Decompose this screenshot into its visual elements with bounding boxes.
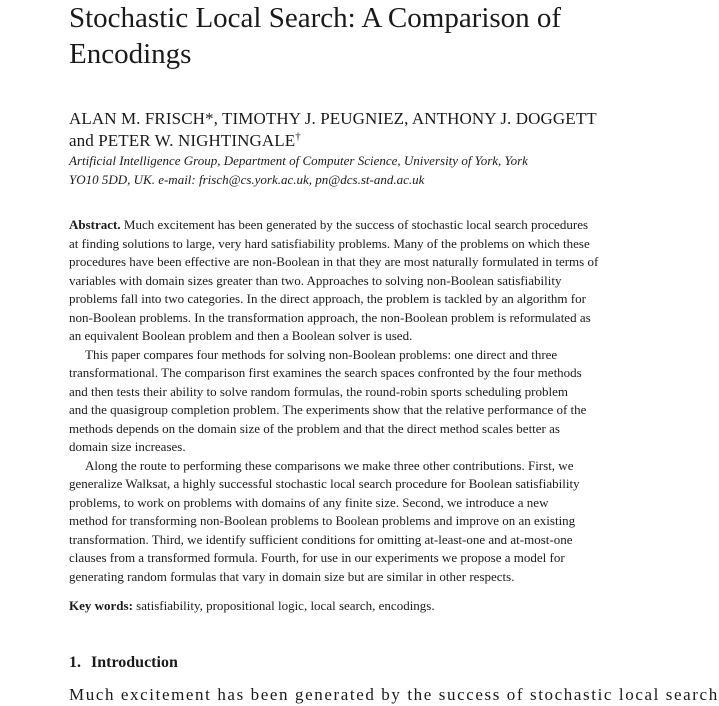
abstract-line: and the quasigroup completion problem. The experiments show that the relative performance of the — [69, 402, 587, 417]
title-line-2: Encodings — [69, 38, 192, 70]
affiliation-line-2: YO10 5DD, UK. e-mail: frisch@cs.york.ac.uk, pn@dcs.st-and.ac.uk — [69, 172, 425, 187]
abstract-line: Abstract. Much excitement has been generated by the success of stochastic local search procedures — [69, 217, 589, 232]
abstract-line: at finding solutions to large, very hard satisfiability problems. Many of the problems on which these — [69, 235, 590, 251]
section-number: 1. — [69, 654, 81, 671]
section-heading — [69, 652, 178, 674]
abstract-line: procedures have been effective are non-Boolean in that they are most naturally formulated in terms of — [69, 254, 599, 269]
abstract-line: generating random formulas that vary in domain size but are similar in other respects. — [69, 568, 515, 584]
authors-line-1: ALAN M. FRISCH*, TIMOTHY J. PEUGNIEZ, ANTHONY J. DOGGETT — [69, 109, 597, 128]
abstract-line: transformation. Third, we identify sufficient conditions for omitting at-least-one and at-most-one — [69, 531, 573, 547]
abstract-line: methods depends on the domain size of the problem and that the direct method scales better as — [69, 420, 560, 436]
abstract-line: transformational. The comparison first examines the search spaces confronted by the four methods — [69, 365, 582, 380]
section-title: Introduction — [91, 654, 178, 671]
keywords-text: satisfiability, propositional logic, local search, encodings. — [132, 598, 435, 613]
abstract-line: non-Boolean problems. In the transformation approach, the non-Boolean problem is reformulated as — [69, 309, 591, 325]
keywords — [69, 597, 435, 615]
paper-title — [69, 0, 561, 72]
author-list — [69, 108, 597, 152]
abstract-line: generalize Walksat, a highly successful stochastic local search procedure for Boolean satisfiability — [69, 476, 580, 491]
body-paragraph: Much excitement has been generated by the success of stochastic local search — [69, 685, 719, 704]
abstract — [69, 216, 598, 586]
affiliation-line-1: Artificial Intelligence Group, Department of Computer Science, University of York, York — [69, 153, 528, 168]
abstract-line: clauses from a transformed formula. Fourth, for use in our experiments we propose a model for — [69, 550, 565, 565]
abstract-line: variables with domain sizes greater than two. Approaches to solving non-Boolean satisfiability — [69, 272, 562, 288]
author-footnote-mark: † — [295, 130, 301, 143]
title-line-1: Stochastic Local Search: A Comparison of — [69, 2, 562, 34]
authors-line-2: and PETER W. NIGHTINGALE — [69, 131, 296, 150]
abstract-line: This paper compares four methods for solving non-Boolean problems: one direct and three — [85, 346, 558, 362]
keywords-label: Key words: — [69, 598, 133, 613]
abstract-line: method for transforming non-Boolean problems to Boolean problems and improve on an existing — [69, 513, 576, 528]
abstract-label: Abstract. — [69, 217, 121, 232]
abstract-line: problems fall into two categories. In the direct approach, the problem is tackled by an algorithm for — [69, 291, 586, 306]
affiliation — [69, 151, 528, 189]
abstract-line: an equivalent Boolean problem and then a Boolean solver is used. — [69, 328, 413, 343]
abstract-line: problems, to work on problems with domains of any finite size. Second, we introduce a new — [69, 494, 549, 510]
abstract-line: domain size increases. — [69, 439, 186, 454]
abstract-line: and then tests their ability to solve random formulas, the round-robin sports scheduling problem — [69, 383, 568, 399]
abstract-line: Along the route to performing these comparisons we make three other contributions. First, we — [85, 457, 574, 473]
